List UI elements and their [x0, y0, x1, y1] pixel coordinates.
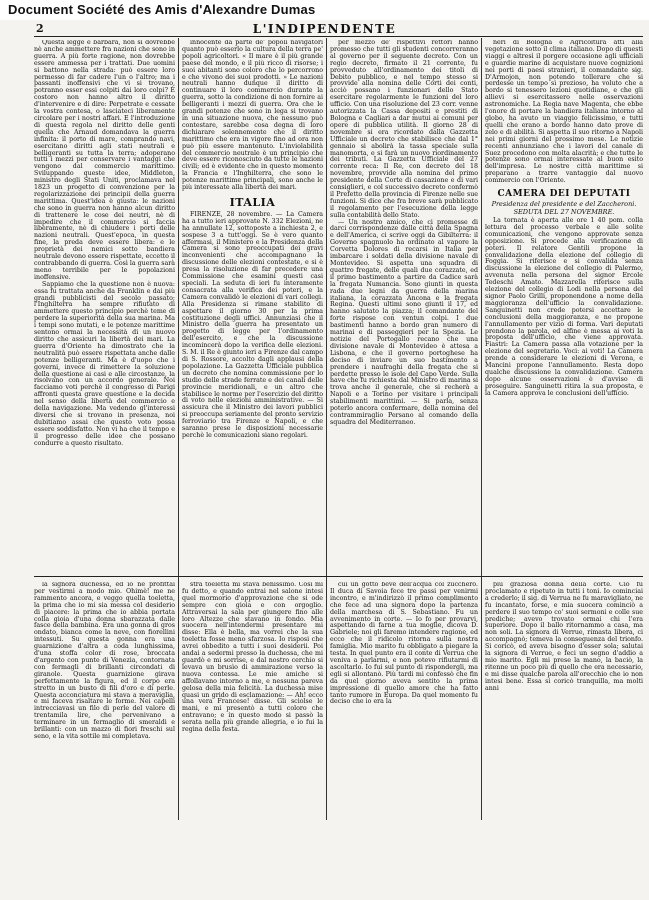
article-paragraph: Questa legge è barbara, non si dovrebbe nè anche ammettere fra nazioni che sono in guerra. A più forte ragione, non dovrebbe essere ammessa per i trattati. Due uomini si battono nella strada: può essere loro permesso di far cadere l'un o l'altro; ma i passanti inoffensivi che vi si trovano, potranno esser essi colpiti dai loro colpi? È costoro non hanno altro il diritto d'intervenire e di dire: Perpetrate e cessate la vostra contesa, o lasciateci liberamente circolare per i nostri affari. E l'introduzione di questa regola nel diritto delle genti quella che Arnaud domandava la guerra infinita: il porto di mare, comprando navi, esercitano diritti agli stati neutrali e belligeranti su tutta la terra; adoperano tutti i mezzi per conservare i vantaggi che vengono dal commercio marittimo. Sviluppando queste idee, Middleton, ministro degli Stati Uniti, proclamava nel 1823 un progetto di convenzione per la regolarizzazione dei principii della guerra marittima. Quest'idea è giusta: le nazioni che sono in guerra non hanno alcun diritto di trattenere le cose dei neutri, nè di impedire che il commercio si faccia liberamente, nè di chiudere i porti delle nazioni neutrali. Quest'epoca, in questa fine, la preda deve essere libera: e le proprietà dei nemici sotto bandiera neutrale devono essere rispettate, eccetto il contrabbando di guerra. Così la guerra sarà meno terribile per le popolazioni inoffensive.	[34, 40, 175, 281]
feuilleton-column-2	[182, 582, 323, 818]
article-paragraph: innocente da parte de' popoli navigatori quanto può esserlo la cultura della terra pe' popoli agricoltori. « Il mare è il più grande paese del mondo, e il più ricco di risorse; i suoi abitanti sono coloro che lo percorrono e che vivono dei suoi prodotti. » Le nazioni neutrali hanno dunque il diritto di continuare il loro commercio durante la guerra, sotto la condizione di non fornire ai belligeranti i mezzi di guerra. Ora che le grandi potenze che sono in lega si trovano in una situazione nuova, che nessuno può contestare, sarebbe cosa degna di loro dichiarare solennemente che il diritto marittimo che era in vigore fino ad ora non può più essere mantenuto. L'inviolabilità del commercio neutrale è un principio che deve essere riconosciuto da tutte le nazioni civili; ed è evidente che in questo momento la Francia e l'Inghilterra, che sono le potenze marittime principali, sono anche le più interessate alla libertà dei mari.	[182, 40, 323, 192]
article-paragraph: La tornata è aperta alle ore 1 40 pom. colla lettura del processo verbale e alle solite comunicazioni, che vengono approvate senza opposizione. Si procede alla verificazione di poteri. Il relatore Gentili propone la convalidazione della elezione del collegio di Foggia. Si riferisce e si convalida senza discussione la elezione del collegio di Palermo, avvenuta nella persona del signor Ercole Tedeschi Amato. Mazzarella riferisce sulla elezione del collegio di Lodi nella persona del signor Paolo Grilli, proponendone a nome della maggioranza dell'ufficio la convalidazione. Sanguinetti non crede potersi accettare le conclusioni della maggioranza, e ne propone l'annullamento per vizio di forma. Vari deputati prendono la parola, ed alfine è messa ai voti la proposta dell'ufficio, che viene approvata. Fiastri: La Camera passa alla votazione per la elezione del segretario. Voci: ai voti! La Camera prende a considerare le elezioni di Verona, e Mancini propone l'annullamento. Resta dopo qualche discussione la convalidazione. Camera dopo alcune osservazioni è d'avviso di proseguire. Sanguinetti ritira la sua proposta, e la Camera approva le conclusioni dell'ufficio.	[485, 217, 643, 397]
feuilleton-paragraph: cui un gotto beve dell'acqua col zucchero. Il duca di Savoia fece tre passi per venirmi incontro, e m'indirizzò il primo complimento che fece ad una signora dopo la partenza della marchesa di S. Sebastiano. Fu un avvenimento in corte. — Io fo per provarvi, aspettando di farne a tua moglie, dicova D. Gabriele; noi gli faremo intendere ragione, ed ecco che il ridicolo ritorna sulla nostra famiglia. Mio marito fu obbligato a piegare la testa. In quel punto era il conte di Verrua che veniva a parlarmi, e non potevo rifiutarmi di ascoltarlo. Io fui sul punto di rispondergli, ma egli si allontanò. Più tardi mi confessò che fin da quel giorno aveva sentito la prima impressione di quello amore che ha fatto tanto rumore in Europa. Da quel momento fu deciso che io era la	[330, 582, 478, 706]
document-banner	[0, 0, 649, 20]
feuilleton-rule	[34, 576, 643, 577]
header-rule	[34, 36, 643, 37]
feuilleton-paragraph: stra toeletta mi stava benissimo. Così mi fu detto, e quando entrai nel salone intesi quel mormorio d'approvazione che si ode sempre con gioia e con orgoglio. Attraversai la sala per giungere fino alle loro Altezze che stavano in fondo. Mia suocera nell'intendermi presentare mi disse: Ella è bella, ma vorrei che la sua toeletta fosse meno sfarzosa. Io risposi che avrei obbedito a tutti i suoi desiderii. Poi andai a sedermi presso la duchessa, che mi guardò e mi sorrise, e dal nostro cerchio si levava un brusìo di ammirazione verso la nuova contessa. Le mie amiche si affollavano intorno a me, e nessuna pareva gelosa della mia felicità. La duchessa mise quasi un grido di esclamazione: — Ah! ecco una vera Francese! disse. Gli sciolse le mani, e mi presentò a tutti coloro che entravano; e in questo modo si passò la serata nella più grande allegria, e io fui la regina della festa.	[182, 582, 323, 734]
feuilleton-paragraph: più graziosa donna della corte. Ciò fu proclamato e ripetuto in tutti i toni. Io cominciai a crederlo; il sig. di Verrua ne fu maravigliato, ne fu incantato, forse, e mia suocera cominciò a perdere il suo tempo co' suoi sermoni e colle sue prediche; avevo trovato ormai chi l'era superiore. Dopo il ballo ritornammo a casa, ma non soli. La signora di Verrue, rimasta libera, ci accompagnò; temeva la conseguenza del trionfo. Si coricò, ed aveva bisogno d'esser sola; salutai la signora di Verrue, e feci un segno d'addio a mio marito. Egli mi prese la mano, la baciò, la ritenne un poco più di quello che era necessario, e mi disse qualche parola all'orecchio che io non intesi bene. Essa si coricò tranquilla, ma molti anni	[485, 582, 643, 692]
article-paragraph: FIRENZE, 28 novembre. — La Camera ha a tutto ieri approvate N. 332 Elezioni, ne ha annullate 12, sottoposte a inchiesta 2, e sospese 3 a tutt'oggi. Se è vero quanto affermasi, il Ministero e la Presidenza della Camera si sono preoccupati dei gravi inconvenienti che accompagnano la discussione delle elezioni contestate, e si è presa la risoluzione di far precedere una Commissione che esamini questi casi speciali. La seduta di ieri fu interamente consacrata alla verifica dei poteri, e la Camera convalidò le elezioni di vari collegi. Alla Presidenza si rimane stabilito di aspettare il giorno 30 per la prima costituzione degli uffici. Annunziasi che il Ministro della guerra ha presentato un progetto di legge per l'ordinamento dell'esercito, e che la discussione incomincerà dopo la verifica delle elezioni. S. M. il Re è giunto ieri a Firenze dal campo di S. Rossore, accolto dagli applausi della popolazione. La Gazzetta Ufficiale pubblica un decreto che nomina commissione per lo studio delle strade ferrate e dei canali delle provincie meridionali, e un altro che stabilisce le norme per l'esercizio del diritto di voto nelle elezioni amministrative. — Si assicura che il Ministro dei lavori pubblici si preoccupa seriamente del pronto servizio ferroviario tra Firenze e Napoli, e che saranno prese le disposizioni necessarie perchè le comunicazioni siano regolari.	[182, 210, 323, 439]
article-paragraph: Sappiamo che la questione non è nuova: essa fu trattata anche da Franklin e dai più grandi pubblicisti del secolo passato; l'Inghilterra ha sempre rifiutato di ammettere questo principio perchè teme di perdere la superiorità della sua marina. Ma i tempi sono mutati, e le potenze marittime sentono ormai la necessità di un nuovo diritto che assicuri la libertà dei mari. La guerra d'Oriente ha dimostrato che la neutralità può essere rispettata anche dalle potenze belligeranti. Ma è d'uopo che i governi, invece di rimettere la soluzione della questione ai casi e alle circostanze, la risolvano con un accordo generale. Noi facciamo voti perchè il congresso di Parigi affronti questa grave questione e la decida nel senso della libertà del commercio e della navigazione. Ma vedendo gl'interessi diversi che si trovano in presenza, noi dubitiamo assai che questo voto possa essere soddisfatto. Non vi ha che il tempo e il progresso delle idee che possano condurre a questo risultato.	[34, 280, 175, 447]
feuilleton-column-1	[34, 582, 175, 818]
running-header	[0, 22, 649, 36]
feuilleton-column-4	[485, 582, 643, 818]
column-rule	[178, 38, 179, 820]
article-column-3	[330, 40, 478, 572]
article-column-2	[182, 40, 323, 572]
article-column-1	[34, 40, 175, 572]
section-subheading: Presidenza del presidente e del Zaccheroni. SEDUTA DEL 27 NOVEMBRE.	[491, 200, 637, 217]
article-column-4	[485, 40, 643, 572]
article-paragraph: neri di Bologna e Agricoltura atti alla vegetazione sotto il clima italiano. Dopo di questi viaggi e altresì il porgere occasione agli ufficiali e guardie marine di acquistare nuove cognizioni nei porti di paesi stranieri, il comandante sig. D'Armojon, non potendo tollerare che si perdesse un tempo sì prezioso, ha voluto che a bordo si tenessero lezioni quotidiane, e che gli allievi si esercitassero nelle osservazioni astronomiche. La Regia nave Magenta, che ebbe l'onore di portare la bandiera italiana intorno al globo, ha avuto un viaggio felicissimo, e tutti quelli che erano a bordo hanno dato prove di zelo e di abilità. Si aspetta il suo ritorno a Napoli nei primi giorni del prossimo mese. Le notizie recenti annunziano che i lavori del canale di Suez procedono con molta alacrità; e che tutte le potenze sono ormai interessate al buon esito dell'impresa. Le nostre città marittime si preparano a trarre vantaggio dal nuovo commercio con l'Oriente.	[485, 40, 643, 185]
banner-title: Document Société des Amis d'Alexandre Dumas	[8, 2, 316, 17]
article-paragraph: — Un nostro amico, che ci promesse di darci corrispondenze dalle città della Spagna e dell'America, ci scrive oggi da Gibilterra: il Governo spagnuolo ha ordinato al vapore la Corvetta Dolores di recarsi in Italia per imbarcare i soldati della divisione navale di Montevideo. Si aspetta una squadra di quattro fregate, delle quali due corazzate, ed il primo bastimento a partire da Cadice sarà la fregata Numancia. Sono giunti in questa rada due legni da guerra della marina italiana, la corazzata Ancona e la fregata Regina. Questi ultimi sono giunti il 17, ed hanno salutato la piazza; il comandante del forte rispose con ventun colpi. I due bastimenti hanno a bordo gran numero di marinai e di passeggieri per la Spezia. Le notizie del Portogallo recano che una divisione navale di Montevideo è attesa a Lisbona, e che il governo portoghese ha deciso di inviare un suo bastimento a prendere i naufraghi della fregata che si perdette presso le isole del Capo Verde. Sulla nave che fu richiesta dal Ministro di marina si trova anche il generale, che si recherà a Napoli e a Torino per visitare i principali stabilimenti marittimi. — Si parla, senza poterlo ancora confermare, della nomina del contrammiraglio Persano al comando della squadra del Mediterraneo.	[330, 218, 478, 426]
section-heading: CAMERA DEI DEPUTATI	[497, 189, 631, 200]
feuilleton-column-3	[330, 582, 478, 818]
page-number: 2	[36, 22, 44, 35]
section-heading: ITALIA	[229, 195, 276, 209]
feuilleton-paragraph: la signora duchessa, ed io ne profittai per vestirmi a modo mio. Ohimè! me ne rammento ancora, e veggo quella toeletta, la prima che io mi sia messa col desiderio di piacere: la prima che io abbia portata colla gioia d'una donna sbarazzata dalle fasce della bambina. Era una gonna di gros ondato, bianca come la neve, con fiorellini intessuti. Su questa gonna era una guarnizione d'altra a coda lunghissima, d'una stoffa color di rose, broccata d'argento con punte di Venezia, contornata con fermagli di brillanti circondati di giranole. Questa guarnizione girava perfettamente la figura, ed il corpo era stretto in un busto di fili d'oro e di perle. Questa acconciatura mi stava a meraviglia, e mi faceva risaltare le forme. Nei capelli intrecciavasi un filo di perle del valore di trentamila lire, che pervenivano a terminare in un fermaglio di smeraldi e brillanti: con un mazzo di fiori freschi sul seno, e la vita sottile mi completava.	[34, 582, 175, 740]
column-rule	[481, 38, 482, 820]
masthead: L'INDIPENDENTE	[252, 22, 397, 36]
article-paragraph: per mezzo de' rispettivi rettori hanno promesso che tutti gli studenti concorreranno al governo per il seguente decreto. Con un regio decreto, firmato il 21 corrente, fu provveduto all'ordinamento dei titoli di Debito pubblico, e nel tempo stesso si provvide alla nomina delle Corti dei conti, acciò possano i funzionari dello Stato esercitare regolarmente le funzioni del loro ufficio. Con una risoluzione del 23 corr. venne autorizzata la Cassa depositi e prestiti di Bologna e Cagliari a dar mutui ai comuni per opere di pubblica utilità. Il giorno 28 di novembre si era ricordato dalla Gazzetta Ufficiale un decreto che stabilisce che dal 1° gennaio si abolirà la tassa speciale sulla manomorta, e si farà un nuovo riordinamento dei tributi. La Gazzetta Ufficiale del 27 corrente reca: Il Re, con decreto del 18 novembre, provvide alla nomina del primo presidente della Corte di cassazione e di vari consiglieri, e col successivo decreto confermò il Prefetto della provincia di Firenze nelle sue funzioni. Si dice che fra breve sarà pubblicato il regolamento per l'esecuzione della legge sulla contabilità dello Stato.	[330, 40, 478, 219]
column-rule	[326, 38, 327, 820]
